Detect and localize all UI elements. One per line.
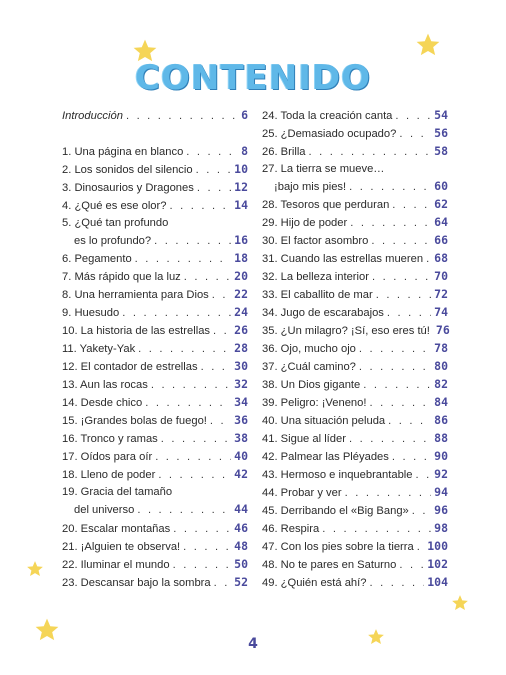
toc-page-number: 76 [435,323,450,337]
dot-leader [210,414,231,428]
dot-leader [399,127,431,141]
dot-leader [154,234,231,248]
toc-entry [62,144,248,158]
toc-entry [262,197,448,211]
dot-leader [350,216,431,230]
toc-page-number: 34 [234,395,248,409]
toc-page-number: 98 [434,521,448,535]
dot-leader [138,342,231,356]
toc-entry-title: 21. ¡Alguien te observa! [62,541,181,553]
toc-page-number: 10 [234,162,248,176]
toc-page-number: 80 [434,359,448,373]
toc-entry [262,467,448,481]
toc-entry [262,144,448,158]
star-icon [26,560,44,578]
toc-entry-title: 10. La historia de las estrellas [62,325,211,337]
toc-entry-title: 17. Oídos para oír [62,451,153,463]
dot-leader [399,558,424,572]
toc-entry-title: 23. Descansar bajo la sombra [62,577,211,589]
toc-entry [262,575,448,589]
dot-leader [395,109,431,123]
toc-entry-title: 35. ¿Un milagro? ¡Sí, eso eres tú! [262,325,430,337]
dot-leader [376,288,431,302]
toc-entry [262,431,448,445]
toc-entry [262,413,448,427]
toc-entry-title: 9. Huesudo [62,307,120,319]
toc-entry [262,287,448,301]
toc-page-number: 8 [241,144,248,158]
dot-leader [363,378,431,392]
toc-page-number: 102 [427,557,448,571]
toc-entry [62,485,248,516]
toc-page-number: 24 [234,305,248,319]
toc-page-number: 48 [234,539,248,553]
toc-entry [62,323,248,337]
dot-leader [359,360,431,374]
toc-entry-title: 42. Palmear las Pléyades [262,451,389,463]
toc-entry [62,395,248,409]
dot-leader [345,486,432,500]
toc-entry-title: 5. ¿Qué tan profundo [62,217,169,229]
toc-page-number: 90 [434,449,448,463]
toc-entry-title: ¡bajo mis pies! [274,181,347,193]
toc-entry-title: 24. Toda la creación canta [262,110,393,122]
toc-entry-title: 19. Gracia del tamaño [62,486,173,498]
toc-entry [262,233,448,247]
dot-leader [426,252,431,266]
toc-page-number: 60 [434,179,448,193]
toc-entry [62,431,248,445]
dot-leader [349,180,431,194]
toc-page-number: 46 [234,521,248,535]
dot-leader [184,270,231,284]
toc-page-number: 20 [234,269,248,283]
dot-leader [388,414,431,428]
toc-entry-title: del universo [74,504,135,516]
toc-entry-title: 29. Hijo de poder [262,217,348,229]
toc-entry [262,377,448,391]
toc-entry [262,305,448,319]
dot-leader [417,540,424,554]
toc-page-number: 22 [234,287,248,301]
toc-entry-title: 38. Un Dios gigante [262,379,361,391]
dot-leader [186,145,238,159]
toc-page-number: 18 [234,251,248,265]
toc-entry-title: 45. Derribando el «Big Bang» [262,505,409,517]
dot-leader [412,504,431,518]
toc-page-number: 12 [234,180,248,194]
toc-entry [62,521,248,535]
toc-entry-title: 33. El caballito de mar [262,289,373,301]
dot-leader [212,288,231,302]
toc-entry-title: 6. Pegamento [62,253,132,265]
toc-entry-title: 41. Sigue al líder [262,433,346,445]
toc-page-number: 86 [434,413,448,427]
toc-entry-title: 43. Hermoso e inquebrantable [262,469,413,481]
toc-entry-title: 39. Peligro: ¡Veneno! [262,397,367,409]
toc-entry-title: es lo profundo? [74,235,152,247]
toc-entry [62,162,248,176]
dot-leader [183,540,231,554]
toc-page-number: 32 [234,377,248,391]
dot-leader [370,396,432,410]
toc-entry [62,557,248,571]
dot-leader [122,306,231,320]
toc-entry [62,287,248,301]
toc-entry-title: 22. Iluminar el mundo [62,559,170,571]
toc-page-number: 28 [234,341,248,355]
toc-page-number: 88 [434,431,448,445]
star-icon [415,32,441,58]
dot-leader [196,163,232,177]
toc-page-number: 100 [427,539,448,553]
page-number: 4 [248,636,258,652]
toc-entry [262,359,448,373]
dot-leader [309,145,432,159]
toc-entry-title: 36. Ojo, mucho ojo [262,343,356,355]
toc-page-number: 94 [434,485,448,499]
toc-entry [62,575,248,589]
toc-page-number: 78 [434,341,448,355]
toc-page-number: 72 [434,287,448,301]
toc-entry-title: 15. ¡Grandes bolas de fuego! [62,415,207,427]
dot-leader [197,181,231,195]
dot-leader [169,199,231,213]
toc-entry [262,323,448,337]
toc-page-number: 70 [434,269,448,283]
toc-entry [62,180,248,194]
toc-entry [62,413,248,427]
toc-entry [62,108,248,122]
toc-page-number: 96 [434,503,448,517]
toc-entry-title: 8. Una herramienta para Dios [62,289,209,301]
toc-entry-title: 31. Cuando las estrellas mueren [262,253,424,265]
dot-leader [369,576,424,590]
toc-entry-title: 34. Jugo de escarabajos [262,307,384,319]
dot-leader [359,342,431,356]
dot-leader [135,252,231,266]
toc-entry [262,251,448,265]
toc-entry [62,251,248,265]
toc-page-number: 16 [234,233,248,247]
dot-leader [145,396,231,410]
toc-entry-title: 1. Una página en blanco [62,146,184,158]
toc-entry [262,539,448,553]
dot-leader [214,576,232,590]
toc-entry-title: 40. Una situación peluda [262,415,386,427]
toc-entry [262,215,448,229]
toc-entry [62,305,248,319]
dot-leader [371,234,431,248]
toc-entry-title: 2. Los sonidos del silencio [62,164,193,176]
toc-entry-title: 7. Más rápido que la luz [62,271,181,283]
toc-entry [262,126,448,140]
toc-page-number: 56 [434,126,448,140]
toc-entry [262,503,448,517]
toc-entry-title: 37. ¿Cuál camino? [262,361,356,373]
toc-entry-title: 48. No te pares en Saturno [262,559,397,571]
toc-page-number: 92 [434,467,448,481]
star-icon [451,594,469,612]
toc-page-number: 44 [234,502,248,516]
toc-entry-title: 47. Con los pies sobre la tierra [262,541,414,553]
dot-leader [151,378,231,392]
toc-entry-title: 44. Probar y ver [262,487,342,499]
dot-leader [392,198,431,212]
toc-page-number: 68 [434,251,448,265]
toc-entry-title: 18. Lleno de poder [62,469,156,481]
dot-leader [173,522,231,536]
toc-entry-title: 3. Dinosaurios y Dragones [62,182,194,194]
toc-entry-title: 12. El contador de estrellas [62,361,198,373]
toc-page-number: 6 [241,108,248,122]
toc-entry-title: 49. ¿Quién está ahí? [262,577,367,589]
toc-entry-title: 32. La belleza interior [262,271,369,283]
toc-entry [62,269,248,283]
dot-leader [137,503,231,517]
toc-entry [62,359,248,373]
toc-entry [262,395,448,409]
dot-leader [392,450,431,464]
toc-entry [62,449,248,463]
toc-entry-title: 28. Tesoros que perduran [262,199,390,211]
dot-leader [158,468,231,482]
toc-page-number: 30 [234,359,248,373]
dot-leader [126,109,238,123]
toc-entry [62,467,248,481]
toc-page-number: 82 [434,377,448,391]
dot-leader [155,450,231,464]
toc-page-number: 58 [434,144,448,158]
toc-entry [62,377,248,391]
toc-page-number: 52 [234,575,248,589]
page-title: CONTENIDO [135,58,371,98]
toc-entry [262,269,448,283]
toc-entry-title: 14. Desde chico [62,397,143,409]
toc-entry [262,521,448,535]
toc-entry-title: 11. Yakety-Yak [62,343,136,355]
toc-entry [62,216,248,247]
toc-page-number: 42 [234,467,248,481]
toc-page-number: 104 [427,575,448,589]
toc-entry [62,341,248,355]
toc-entry-title: 46. Respira [262,523,320,535]
toc-entry [262,162,448,193]
dot-leader [416,468,432,482]
toc-entry [262,108,448,122]
dot-leader [387,306,431,320]
dot-leader [201,360,232,374]
toc-entry-title: 20. Escalar montañas [62,523,171,535]
toc-page-number: 36 [234,413,248,427]
toc-page-number: 54 [434,108,448,122]
toc-entry-title: 30. El factor asombro [262,235,369,247]
toc-page-number: 74 [434,305,448,319]
toc-entry [262,449,448,463]
dot-leader [322,522,431,536]
toc-entry-title: 27. La tierra se mueve… [262,163,385,175]
toc-entry [262,557,448,571]
toc-page-number: 26 [234,323,248,337]
dot-leader [213,324,231,338]
toc-page-number: 64 [434,215,448,229]
toc-page-number: 50 [234,557,248,571]
toc-page-number: 84 [434,395,448,409]
dot-leader [349,432,431,446]
toc-entry-title: 16. Tronco y ramas [62,433,158,445]
toc-page-number: 14 [234,198,248,212]
toc-entry-title: 13. Aun las rocas [62,379,148,391]
dot-leader [161,432,231,446]
toc-page-number: 40 [234,449,248,463]
toc-entry [262,485,448,499]
toc-page-number: 62 [434,197,448,211]
toc-entry [62,198,248,212]
toc-entry [262,341,448,355]
toc-entry-title: 4. ¿Qué es ese olor? [62,200,167,212]
toc-entry-title: 26. Brilla [262,146,306,158]
dot-leader [173,558,232,572]
toc-entry-title: 25. ¿Demasiado ocupado? [262,128,397,140]
toc-page-number: 38 [234,431,248,445]
toc-entry [62,539,248,553]
dot-leader [372,270,431,284]
toc-page-number: 66 [434,233,448,247]
toc-entry-title: Introducción [62,110,123,122]
